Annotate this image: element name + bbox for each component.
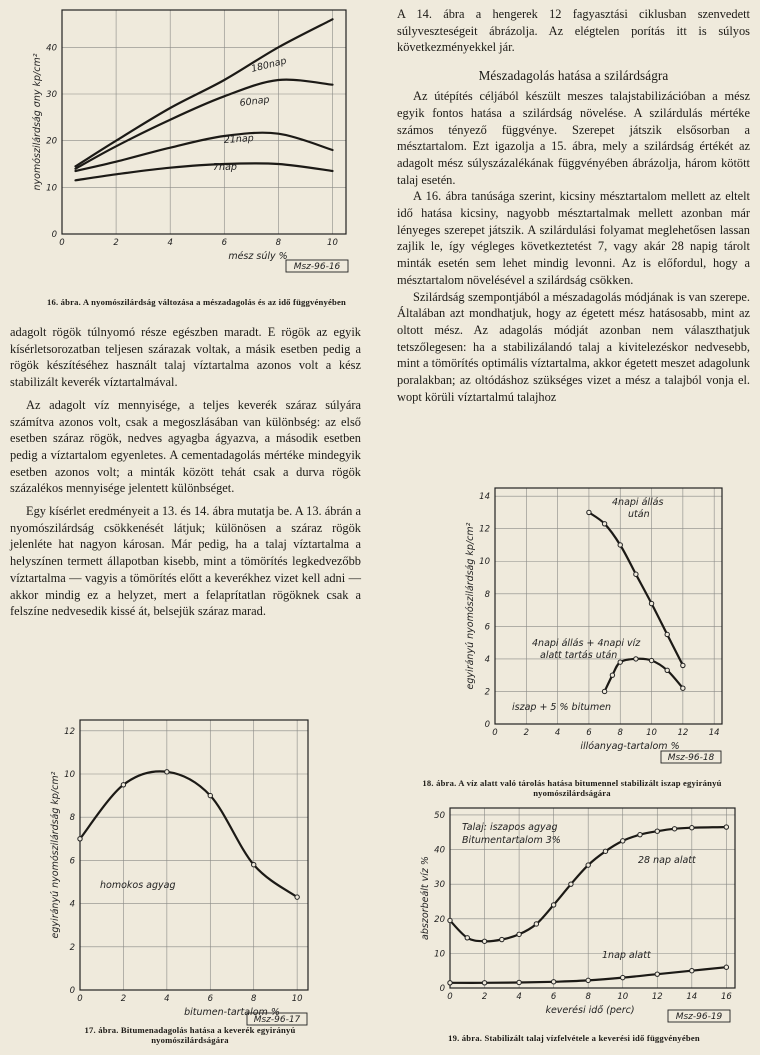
series-line — [80, 771, 297, 897]
series-label-28nap: 28 nap alatt — [638, 855, 696, 866]
y-tick-label: 40 — [434, 845, 445, 856]
series-label-180nap: 180nap — [250, 55, 288, 75]
y-tick-label: 8 — [69, 813, 75, 824]
data-point — [634, 572, 638, 576]
data-point — [165, 770, 169, 774]
figure-stamp: Msz-96-19 — [675, 1012, 723, 1022]
x-tick-label: 16 — [720, 992, 732, 1002]
x-tick-label: 10 — [617, 992, 629, 1002]
x-tick-label: 2 — [481, 992, 488, 1002]
data-point — [465, 936, 469, 940]
data-point — [78, 837, 82, 841]
data-point — [724, 825, 728, 829]
y-axis-label: egyirányú nyomószilárdság kp/cm² — [50, 771, 61, 939]
y-tick-label: 0 — [439, 984, 445, 994]
figure-stamp: Msz-96-17 — [253, 1015, 301, 1025]
x-tick-label: 10 — [291, 994, 303, 1004]
y-axis-label: abszorbeált víz % — [420, 856, 431, 940]
data-point — [621, 839, 625, 843]
right-paragraph: Az útépítés céljából készült meszes talajstabilizációban a mész egyik fontos hatása a szilárdság növelése. A szilárdulás mértéke számos tényező függvénye. Szerepet játszik elsősorban a mésztartalom. Ezt igazolja a 15. ábra, mely a szilárdság értékét az adagolt mész súlyszázalékának függvényében ábrázolja, három kötött talaj esetén. — [397, 89, 750, 187]
x-tick-label: 2 — [523, 728, 530, 738]
series-label-viz-alatt: 4napi állás + 4napi víz — [532, 638, 641, 649]
data-point — [295, 895, 299, 899]
plot-frame — [62, 10, 346, 234]
y-tick-label: 2 — [484, 687, 490, 698]
data-point — [602, 689, 606, 693]
data-point — [665, 668, 669, 672]
series-label-tartas: alatt tartás után — [540, 650, 618, 661]
section-title: Mészadagolás hatása a szilárdságra — [478, 68, 669, 84]
x-tick-label: 0 — [492, 728, 498, 738]
y-tick-label: 12 — [479, 524, 490, 535]
y-tick-label: 30 — [434, 880, 445, 891]
data-point — [724, 965, 728, 969]
right-paragraph: Szilárdság szempontjából a mészadagolás módjának is van szerepe. Általában azt mondhatjuk, hogy az égetett mész hatásosabb, mint az oltott mész. Az adagolás módját azonban nem választhatjuk tetszőlegesen: ha a stabilizálandó talaj a kivitelezéskor nedvesebb, mint a tömörítés optimális víztartalma, akkor égetett meszet adagolunk poralakban; az oltódáshoz szükséges vizet a mész a talajból vonja el. wopt körüli víztartalmú talajhoz — [397, 289, 750, 404]
left-paragraph: adagolt rögök túlnyomó része egészben maradt. E rögök az egyik kísérletsorozatban teljesen szárazak voltak, a másik esetben pedig a rögök készítéséhez használt talaj víztartalma azonos volt a kész stabilizált keverék víztartalmával. — [10, 325, 361, 390]
data-point — [586, 863, 590, 867]
y-tick-label: 40 — [46, 43, 57, 54]
fig18-caption: 18. ábra. A víz alatt való tárolás hatása bitumennel stabilizált iszap egyirányú nyomószilárdságára — [422, 778, 722, 798]
left-paragraph: Az adagolt víz mennyisége, a teljes keverék száraz súlyára számítva azonos volt, csak a megoszlásában van különbség: az első esetben száraz rögök, nedves agyagba ágyazva, a második esetben pedig a víztartalom egyenletes. A cementadagolás mértéke mindegyik esetben azonos volt; a minták között tehát csak a durva rögök százalékos mennyisége jelentett különbséget. — [10, 397, 361, 496]
figure-16 — [0, 0, 372, 290]
x-tick-label: 2 — [113, 238, 119, 248]
chart-annotation-line1: Talaj: iszapos agyag — [462, 822, 558, 833]
data-point — [551, 903, 555, 907]
y-tick-label: 20 — [46, 136, 57, 147]
x-tick-label: 2 — [120, 994, 127, 1004]
data-point — [121, 783, 125, 787]
data-point — [649, 601, 653, 605]
y-tick-label: 8 — [484, 589, 490, 600]
data-point — [602, 522, 606, 526]
x-axis-label: keverési idő (perc) — [545, 1005, 635, 1016]
x-tick-label: 8 — [585, 992, 591, 1002]
y-tick-label: 10 — [64, 770, 75, 780]
plot-frame — [80, 720, 308, 990]
series-label-7nap: 7nap — [213, 162, 237, 173]
series-label-4napi: 4napi állás — [612, 497, 664, 508]
x-tick-label: 4 — [167, 238, 173, 248]
y-tick-label: 10 — [479, 557, 490, 568]
data-point — [655, 829, 659, 833]
data-point — [610, 673, 614, 677]
data-point — [618, 543, 622, 547]
y-tick-label: 30 — [46, 90, 57, 100]
data-point — [681, 663, 685, 667]
data-point — [681, 686, 685, 690]
left-paragraph: Egy kísérlet eredményeit a 13. és 14. ábra mutatja be. A 13. ábrán a nyomószilárdság csökkenését látjuk; különösen a száraz rögök jelenléte hat nagyon károsan. Már pedig, ha a talaj víztartalma a helyszínen termett állapotban kisebb, mint a tömörítés legkedvezőbb víztartalma — vagyis a tömörítés előtt a keverékhez vizet kell adni — akkor mindig ez a helyzet, mert a felaprítatlan rögöknek csak a felszíne nedvesedik kissé át, belsejük száraz marad. — [10, 504, 361, 619]
data-point — [517, 932, 521, 936]
fig18-chart — [390, 478, 760, 774]
fig16-caption: 16. ábra. A nyomószilárdság változása a mészadagolás és az idő függvényében — [46, 297, 347, 307]
x-tick-label: 10 — [327, 238, 338, 248]
y-tick-label: 0 — [69, 986, 75, 996]
x-tick-label: 4 — [516, 992, 522, 1002]
figure-stamp: Msz-96-18 — [667, 753, 715, 763]
y-axis-label: nyomószilárdság σny kp/cm² — [32, 53, 43, 191]
y-tick-label: 0 — [51, 230, 57, 240]
fig16-chart — [0, 0, 372, 290]
figure-19 — [390, 796, 760, 1028]
x-tick-label: 6 — [550, 992, 557, 1002]
figure-stamp: Msz-96-16 — [293, 262, 341, 272]
x-tick-label: 8 — [251, 994, 257, 1004]
data-point — [448, 981, 452, 985]
data-point — [638, 832, 642, 836]
data-point — [500, 937, 504, 941]
data-point — [690, 968, 694, 972]
data-point — [665, 632, 669, 636]
chart-annotation: iszap + 5 % bitumen — [512, 702, 612, 713]
data-point — [655, 972, 659, 976]
series-line — [605, 659, 683, 692]
y-tick-label: 50 — [434, 810, 445, 821]
x-tick-label: 10 — [646, 728, 657, 738]
y-tick-label: 2 — [69, 942, 75, 953]
x-tick-label: 0 — [447, 992, 453, 1002]
data-point — [208, 793, 212, 797]
data-point — [482, 981, 486, 985]
data-point — [649, 658, 653, 662]
chart-annotation: homokos agyag — [100, 880, 176, 891]
fig19-chart — [390, 796, 760, 1028]
right-intro-paragraph: A 14. ábra a hengerek 12 fagyasztási ciklusban szenvedett súlyveszteségeit ábrázolja. Az elégtelen porítás itt is súlyos következményekkel jár. — [397, 7, 750, 55]
series-label-1nap: 1nap alatt — [602, 950, 651, 961]
x-tick-label: 8 — [275, 238, 282, 248]
data-point — [551, 980, 555, 984]
x-tick-label: 6 — [207, 994, 213, 1004]
y-tick-label: 0 — [484, 720, 490, 730]
right-paragraph: A 16. ábra tanúsága szerint, kicsiny mésztartalom mellett az eltelt idő hatása kicsiny, nagyobb mésztartalmak mellett azonban már lényeges szerepet játszik. A szilárdulási folyamat meglehetősen lassan zajlik le, így végleges következtetést 7, vagy akár 28 napig tárolt minták esetén sem lehet mindig levonni. Az is előfordul, hogy a mésztartalom növelésével a szilárdság csökken. — [397, 189, 750, 287]
y-tick-label: 10 — [434, 949, 445, 960]
figure-18 — [390, 478, 760, 774]
y-tick-label: 4 — [484, 654, 490, 665]
figure-17 — [0, 710, 372, 1028]
x-tick-label: 4 — [164, 994, 170, 1004]
chart-annotation-line2: Bitumentartalom 3% — [462, 835, 561, 846]
data-point — [448, 918, 452, 922]
data-point — [621, 975, 625, 979]
fig17-caption: 17. ábra. Bitumenadagolás hatása a keverék egyirányú nyomószilárdságára — [84, 1025, 296, 1045]
x-tick-label: 8 — [617, 728, 623, 738]
x-axis-label: mész súly % — [228, 251, 288, 262]
series-line — [76, 163, 333, 180]
series-line — [76, 19, 333, 166]
y-axis-label: egyirányú nyomószilárdság kp/cm² — [465, 522, 476, 690]
data-point — [569, 882, 573, 886]
data-point — [587, 510, 591, 514]
data-point — [603, 849, 607, 853]
y-tick-label: 10 — [46, 183, 57, 194]
data-point — [672, 827, 676, 831]
x-tick-label: 12 — [651, 992, 663, 1002]
fig17-chart — [0, 710, 372, 1028]
y-tick-label: 14 — [479, 492, 490, 503]
plot-frame — [495, 488, 722, 724]
y-tick-label: 12 — [64, 726, 75, 737]
y-tick-label: 6 — [69, 856, 75, 867]
right-text-column — [397, 6, 750, 405]
fig19-caption: 19. ábra. Stabilizált talaj vízfelvétele a keverési idő függvényében — [448, 1033, 700, 1043]
series-line — [76, 80, 333, 169]
x-tick-label: 0 — [77, 994, 83, 1004]
data-point — [534, 922, 538, 926]
series-label-21nap: 21nap — [223, 132, 255, 146]
x-tick-label: 14 — [708, 728, 720, 738]
y-tick-label: 4 — [69, 899, 75, 910]
data-point — [586, 978, 590, 982]
x-tick-label: 6 — [221, 238, 227, 248]
x-tick-label: 4 — [554, 728, 561, 738]
data-point — [252, 863, 256, 867]
data-point — [634, 657, 638, 661]
x-tick-label: 14 — [686, 992, 698, 1002]
data-point — [517, 980, 521, 984]
y-tick-label: 6 — [484, 622, 490, 633]
x-tick-label: 6 — [586, 728, 592, 738]
y-tick-label: 20 — [434, 914, 445, 925]
data-point — [482, 939, 486, 943]
series-label-60nap: 60nap — [239, 94, 271, 109]
series-label-utan: után — [628, 509, 650, 520]
data-point — [618, 660, 622, 664]
left-text-column — [10, 324, 361, 620]
x-axis-label: illóanyag-tartalom % — [580, 741, 680, 752]
x-tick-label: 12 — [677, 728, 689, 738]
data-point — [690, 826, 694, 830]
x-axis-label: bitumen-tartalom % — [184, 1007, 280, 1018]
x-tick-label: 0 — [59, 238, 65, 248]
